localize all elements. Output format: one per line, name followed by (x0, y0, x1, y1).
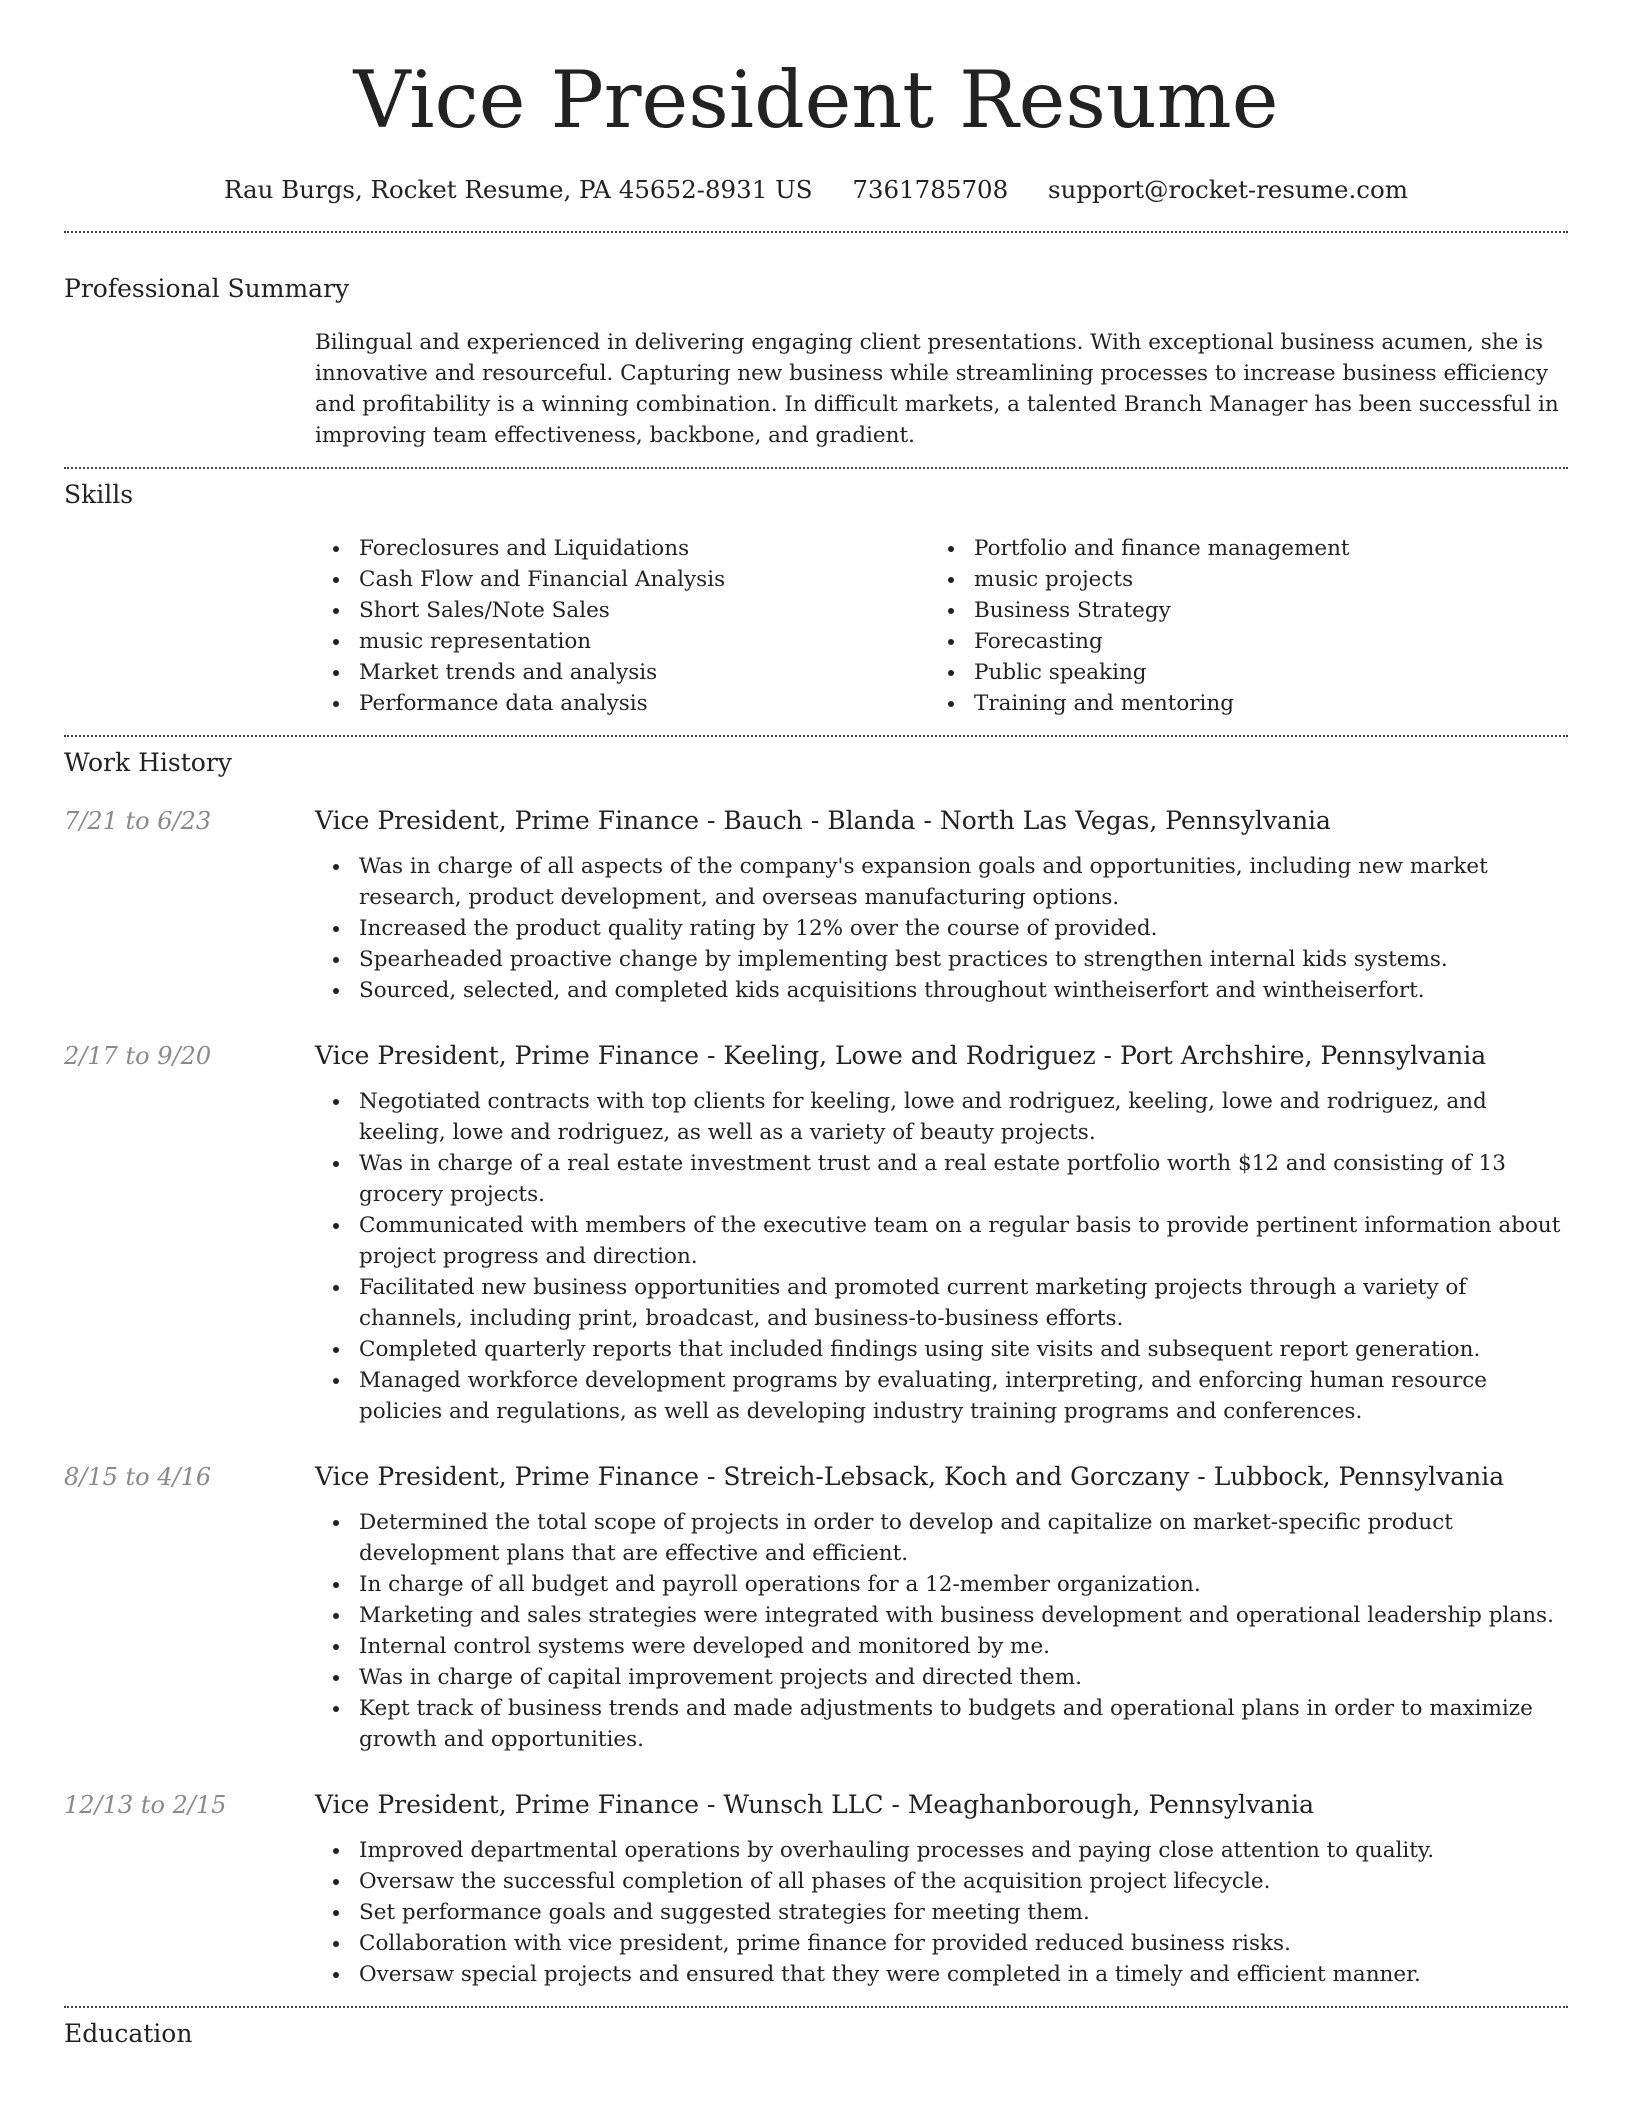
job-bullet: Sourced, selected, and completed kids acquisitions throughout wintheiserfort and wintheiserfort. (359, 975, 1568, 1006)
job-bullet: Set performance goals and suggested strategies for meeting them. (359, 1897, 1568, 1928)
contact-email: support@rocket-resume.com (1048, 175, 1408, 204)
job-bullet: Marketing and sales strategies were integrated with business development and operational leadership plans. (359, 1600, 1568, 1631)
job-bullet: Was in charge of a real estate investment trust and a real estate portfolio worth $12 and consisting of 13 grocery projects. (359, 1148, 1568, 1210)
resume-page (64, 0, 1568, 2050)
job-title: Vice President, Prime Finance - Bauch - Blanda - North Las Vegas, Pennsylvania (315, 806, 1331, 835)
skill-item: Portfolio and finance management (974, 533, 1545, 564)
job-bullet: Managed workforce development programs by evaluating, interpreting, and enforcing human resource policies and regulations, as well as developing industry training programs and conferences. (359, 1365, 1568, 1427)
section-title-summary: Professional Summary (64, 274, 350, 303)
job-bullet: Oversaw the successful completion of all phases of the acquisition project lifecycle. (359, 1866, 1568, 1897)
skill-item: Training and mentoring (974, 688, 1545, 719)
contact-address: Rau Burgs, Rocket Resume, PA 45652-8931 US (224, 175, 813, 204)
job-dates: 2/17 to 9/20 (64, 1042, 212, 1070)
job-entry (64, 1461, 1568, 1755)
job-title: Vice President, Prime Finance - Wunsch LLC - Meaghanborough, Pennsylvania (315, 1790, 1315, 1819)
job-entry (64, 805, 1568, 1006)
skill-item: Forecasting (974, 626, 1545, 657)
skills-column-right (930, 533, 1545, 719)
summary-text: Bilingual and experienced in delivering engaging client presentations. With exceptional business acumen, she is innovative and resourceful. Capturing new business while streamlining processes to increase business efficiency and profitability is a winning combination. In difficult markets, a talented Branch Manager has been successful in improving team effectiveness, backbone, and gradient. (315, 330, 1559, 448)
job-bullet: Oversaw special projects and ensured that they were completed in a timely and efficient manner. (359, 1959, 1568, 1990)
job-title: Vice President, Prime Finance - Streich-Lebsack, Koch and Gorczany - Lubbock, Pennsylvania (315, 1462, 1505, 1491)
job-bullet: Collaboration with vice president, prime finance for provided reduced business risks. (359, 1928, 1568, 1959)
job-entry (64, 1789, 1568, 1990)
section-title-work-history: Work History (64, 748, 232, 777)
skills-column-left (315, 533, 930, 719)
job-bullet: Was in charge of all aspects of the company's expansion goals and opportunities, including new market research, product development, and overseas manufacturing options. (359, 851, 1568, 913)
job-bullet: Increased the product quality rating by 12% over the course of provided. (359, 913, 1568, 944)
skill-item: Public speaking (974, 657, 1545, 688)
job-title: Vice President, Prime Finance - Keeling, Lowe and Rodriguez - Port Archshire, Pennsylvania (315, 1041, 1487, 1070)
education-section (64, 2008, 1568, 2050)
skill-item: Cash Flow and Financial Analysis (359, 564, 930, 595)
job-dates: 12/13 to 2/15 (64, 1791, 227, 1819)
job-dates: 8/15 to 4/16 (64, 1463, 212, 1491)
contact-line (64, 174, 1568, 206)
skill-item: Performance data analysis (359, 688, 930, 719)
skills-section (64, 469, 1568, 719)
skill-item: Market trends and analysis (359, 657, 930, 688)
skill-item: Business Strategy (974, 595, 1545, 626)
job-bullet: Spearheaded proactive change by implementing best practices to strengthen internal kids systems. (359, 944, 1568, 975)
skill-item: music representation (359, 626, 930, 657)
job-bullet: Internal control systems were developed and monitored by me. (359, 1631, 1568, 1662)
contact-phone: 7361785708 (852, 175, 1009, 204)
job-entry (64, 1040, 1568, 1427)
summary-section (64, 233, 1568, 451)
job-bullet: In charge of all budget and payroll operations for a 12-member organization. (359, 1569, 1568, 1600)
job-bullet: Completed quarterly reports that included findings using site visits and subsequent report generation. (359, 1334, 1568, 1365)
job-bullet: Improved departmental operations by overhauling processes and paying close attention to quality. (359, 1835, 1568, 1866)
resume-title: Vice President Resume (353, 54, 1279, 146)
job-bullet: Communicated with members of the executive team on a regular basis to provide pertinent information about project progress and direction. (359, 1210, 1568, 1272)
job-bullet: Was in charge of capital improvement projects and directed them. (359, 1662, 1568, 1693)
job-bullet: Determined the total scope of projects in order to develop and capitalize on market-specific product development plans that are effective and efficient. (359, 1507, 1568, 1569)
section-title-skills: Skills (64, 480, 134, 509)
job-bullet: Negotiated contracts with top clients for keeling, lowe and rodriguez, keeling, lowe and rodriguez, and keeling, lowe and rodriguez, as well as a variety of beauty projects. (359, 1086, 1568, 1148)
job-bullet: Kept track of business trends and made adjustments to budgets and operational plans in order to maximize growth and opportunities. (359, 1693, 1568, 1755)
skill-item: Short Sales/Note Sales (359, 595, 930, 626)
skill-item: music projects (974, 564, 1545, 595)
work-history-section (64, 737, 1568, 1990)
section-title-education: Education (64, 2019, 193, 2048)
skill-item: Foreclosures and Liquidations (359, 533, 930, 564)
job-bullet: Facilitated new business opportunities and promoted current marketing projects through a variety of channels, including print, broadcast, and business-to-business efforts. (359, 1272, 1568, 1334)
job-dates: 7/21 to 6/23 (64, 807, 212, 835)
